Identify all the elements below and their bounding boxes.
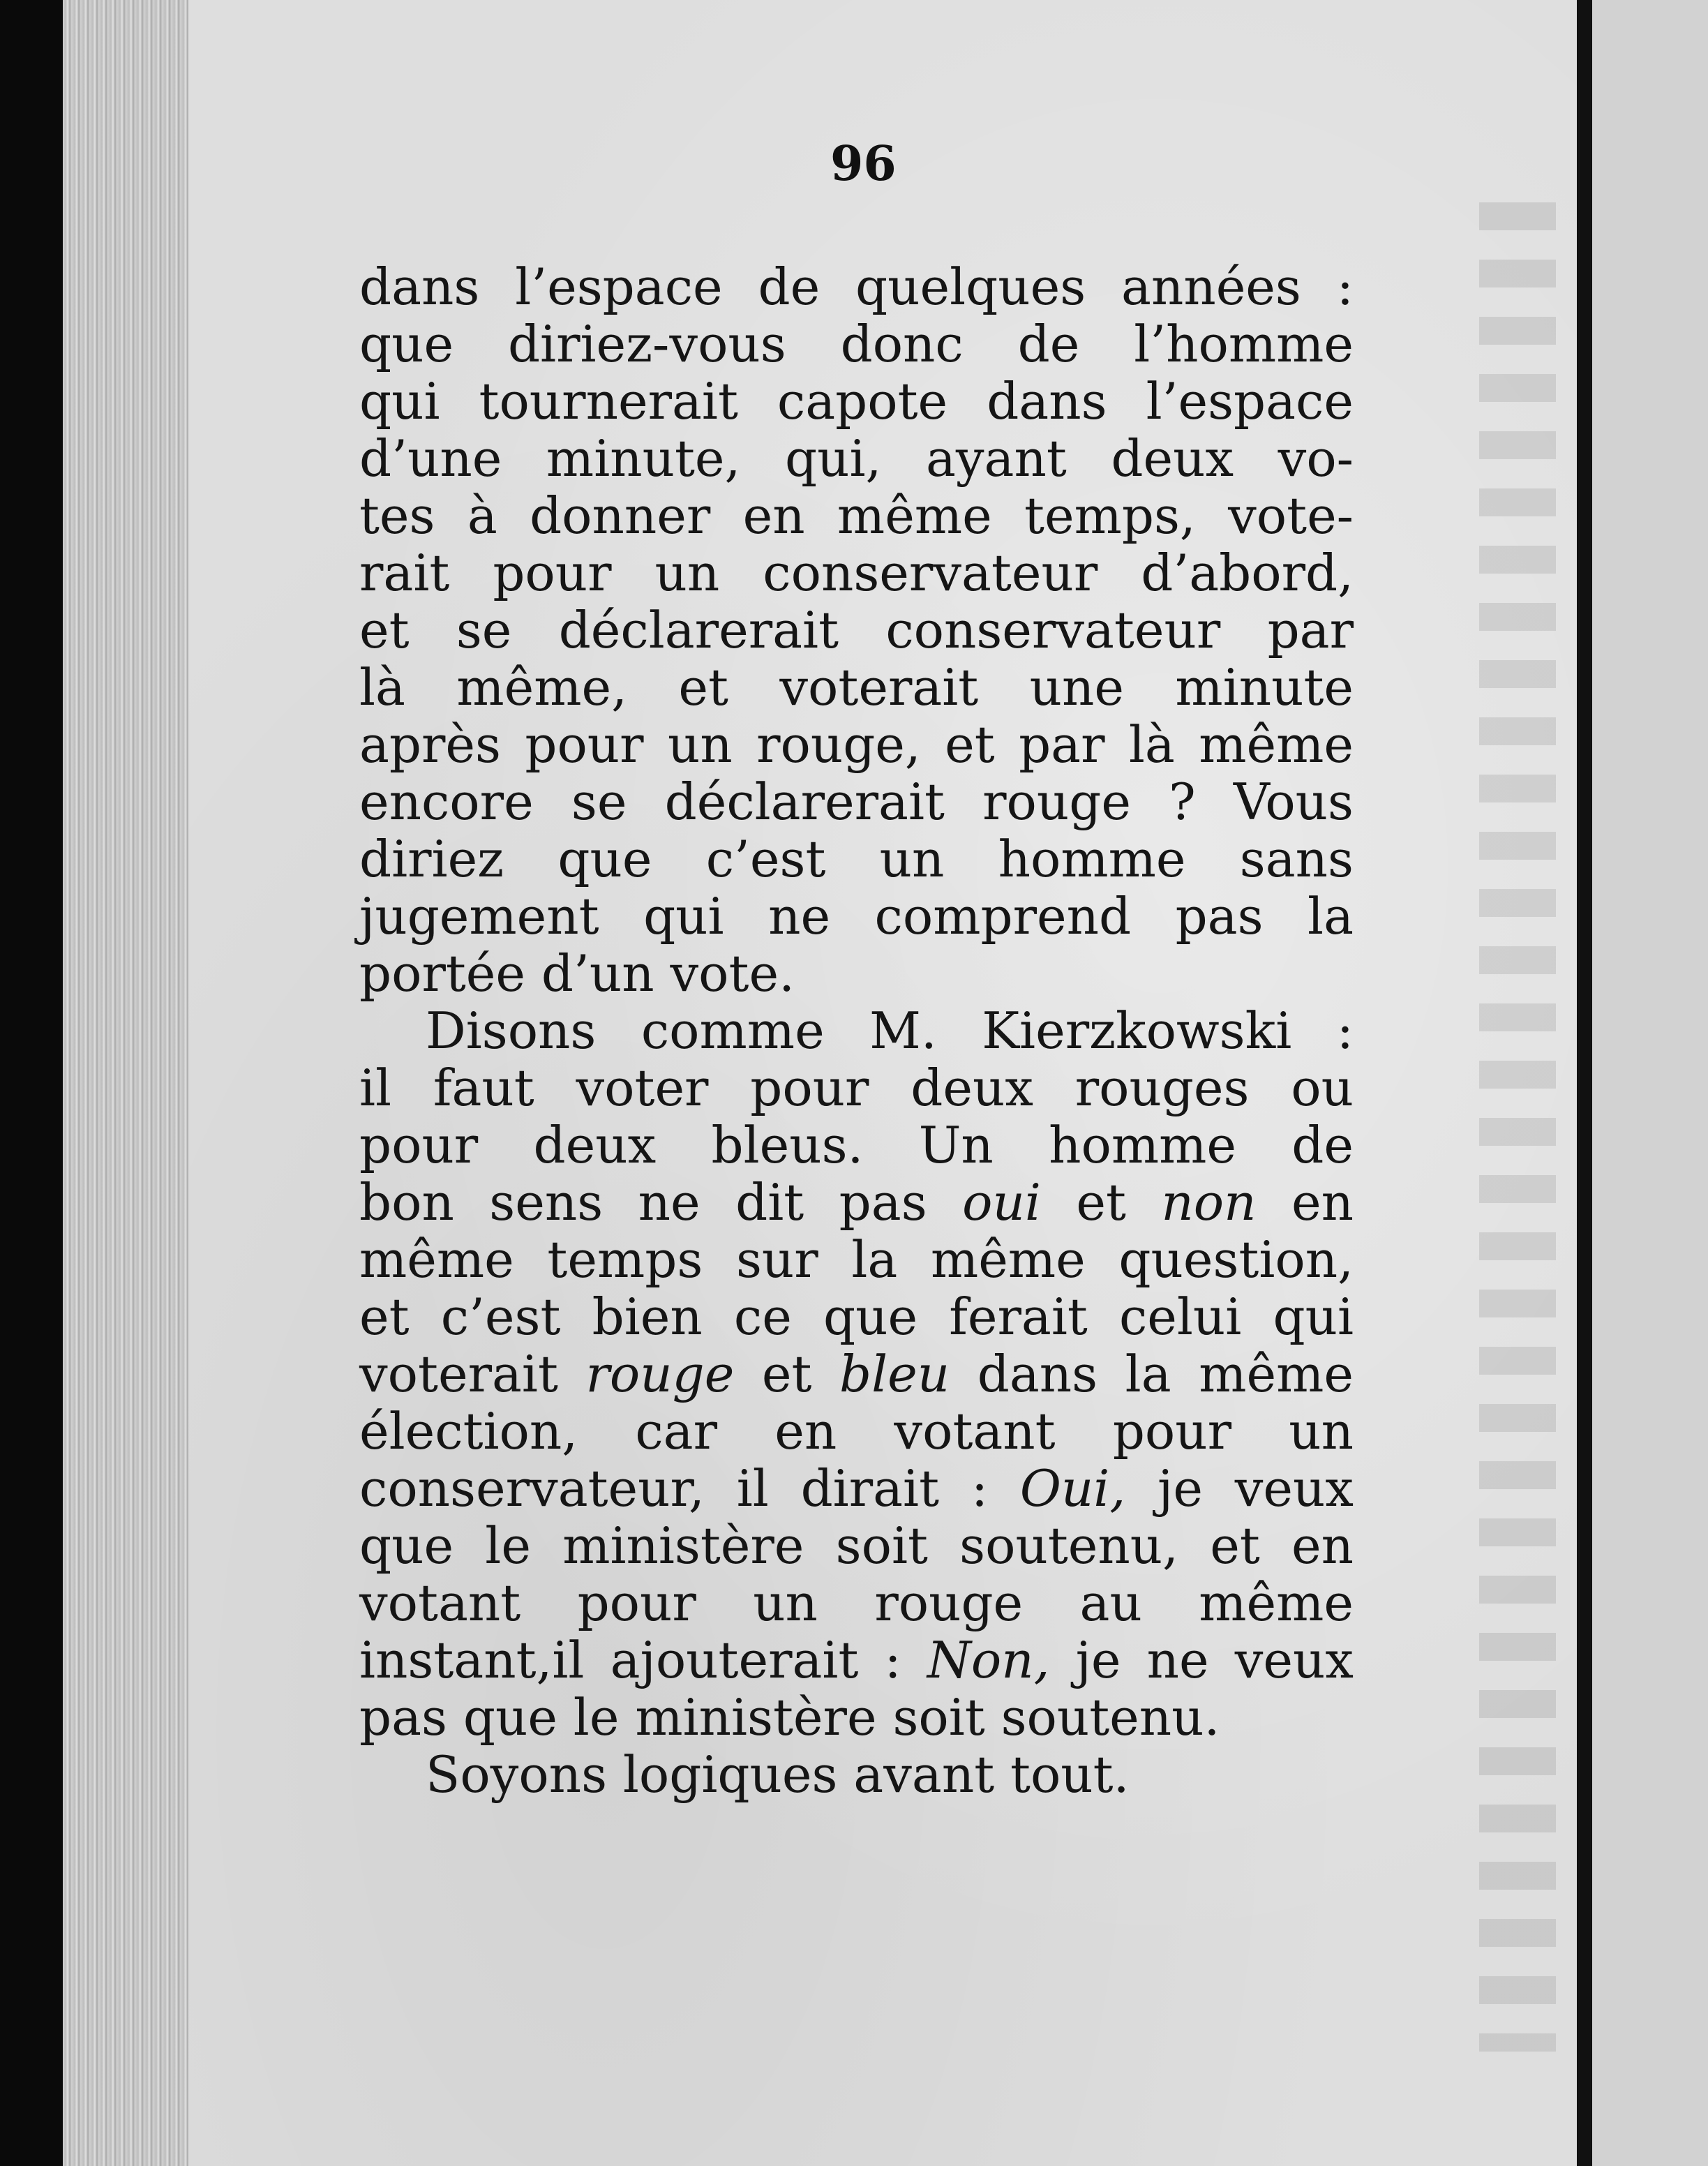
- text-line: votant pour un rouge au même: [359, 1574, 1354, 1632]
- text-line: que diriez-vous donc de l’homme: [359, 315, 1354, 373]
- text-run: et: [1040, 1173, 1162, 1232]
- italic-word: Non,: [927, 1631, 1050, 1689]
- page-gutter: [1577, 0, 1592, 2166]
- text-line: encore se déclarerait rouge ? Vous: [359, 772, 1354, 831]
- bleed-through: [1479, 202, 1556, 2052]
- italic-word: oui: [962, 1173, 1041, 1232]
- text-line: Soyons logiques avant tout.: [426, 1745, 1130, 1804]
- text-run: instant,il ajouterait :: [359, 1631, 927, 1689]
- text-line: et c’est bien ce que ferait celui qui: [359, 1287, 1354, 1346]
- text-line: là même, et voterait une minute: [359, 658, 1354, 717]
- text-line: élection, car en votant pour un: [359, 1402, 1354, 1461]
- page-number: 96: [830, 136, 897, 192]
- text-line: même temps sur la même question,: [359, 1230, 1354, 1289]
- text-line: [359, 1345, 1354, 1403]
- text-run: dans la même: [950, 1345, 1354, 1403]
- text-line: tes à donner en même temps, vote-: [359, 486, 1354, 545]
- text-run: et: [734, 1345, 840, 1403]
- text-line: [359, 1174, 1354, 1231]
- text-line: dans l’espace de quelques années :: [359, 257, 1354, 316]
- text-line: d’une minute, qui, ayant deux vo-: [359, 429, 1354, 488]
- text-line: que le ministère soit soutenu, et en: [359, 1516, 1354, 1575]
- text-line: après pour un rouge, et par là même: [359, 715, 1354, 774]
- text-run: bon sens ne dit pas: [359, 1173, 963, 1232]
- text-line: et se déclarerait conservateur par: [359, 601, 1354, 659]
- text-line: pour deux bleus. Un homme de: [359, 1116, 1354, 1174]
- page-edges: [63, 0, 195, 2166]
- text-run: voterait: [359, 1345, 586, 1403]
- text-run: je veux: [1125, 1459, 1354, 1518]
- italic-word: bleu: [839, 1345, 950, 1403]
- text-line: rait pour un conservateur d’abord,: [359, 544, 1354, 602]
- italic-word: Oui,: [1019, 1459, 1126, 1518]
- text-run: conservateur, il dirait :: [359, 1459, 1020, 1518]
- text-line: portée d’un vote.: [359, 944, 795, 1003]
- text-line: il faut voter pour deux rouges ou: [359, 1059, 1354, 1117]
- italic-word: non: [1161, 1173, 1257, 1232]
- text-line: jugement qui ne comprend pas la: [359, 887, 1354, 946]
- italic-word: rouge: [585, 1345, 735, 1403]
- facing-page: [1592, 0, 1708, 2166]
- text-line: pas que le ministère soit soutenu.: [359, 1688, 1220, 1747]
- text-line: qui tournerait capote dans l’espace: [359, 372, 1354, 431]
- text-line: [359, 1631, 1354, 1689]
- text-run: je ne veux: [1049, 1631, 1354, 1689]
- text-line: [359, 1460, 1354, 1517]
- text-line: Disons comme M. Kierzkowski :: [426, 1001, 1354, 1060]
- text-line: diriez que c’est un homme sans: [359, 830, 1354, 888]
- text-run: en: [1256, 1173, 1354, 1232]
- body-text: [359, 258, 1354, 1803]
